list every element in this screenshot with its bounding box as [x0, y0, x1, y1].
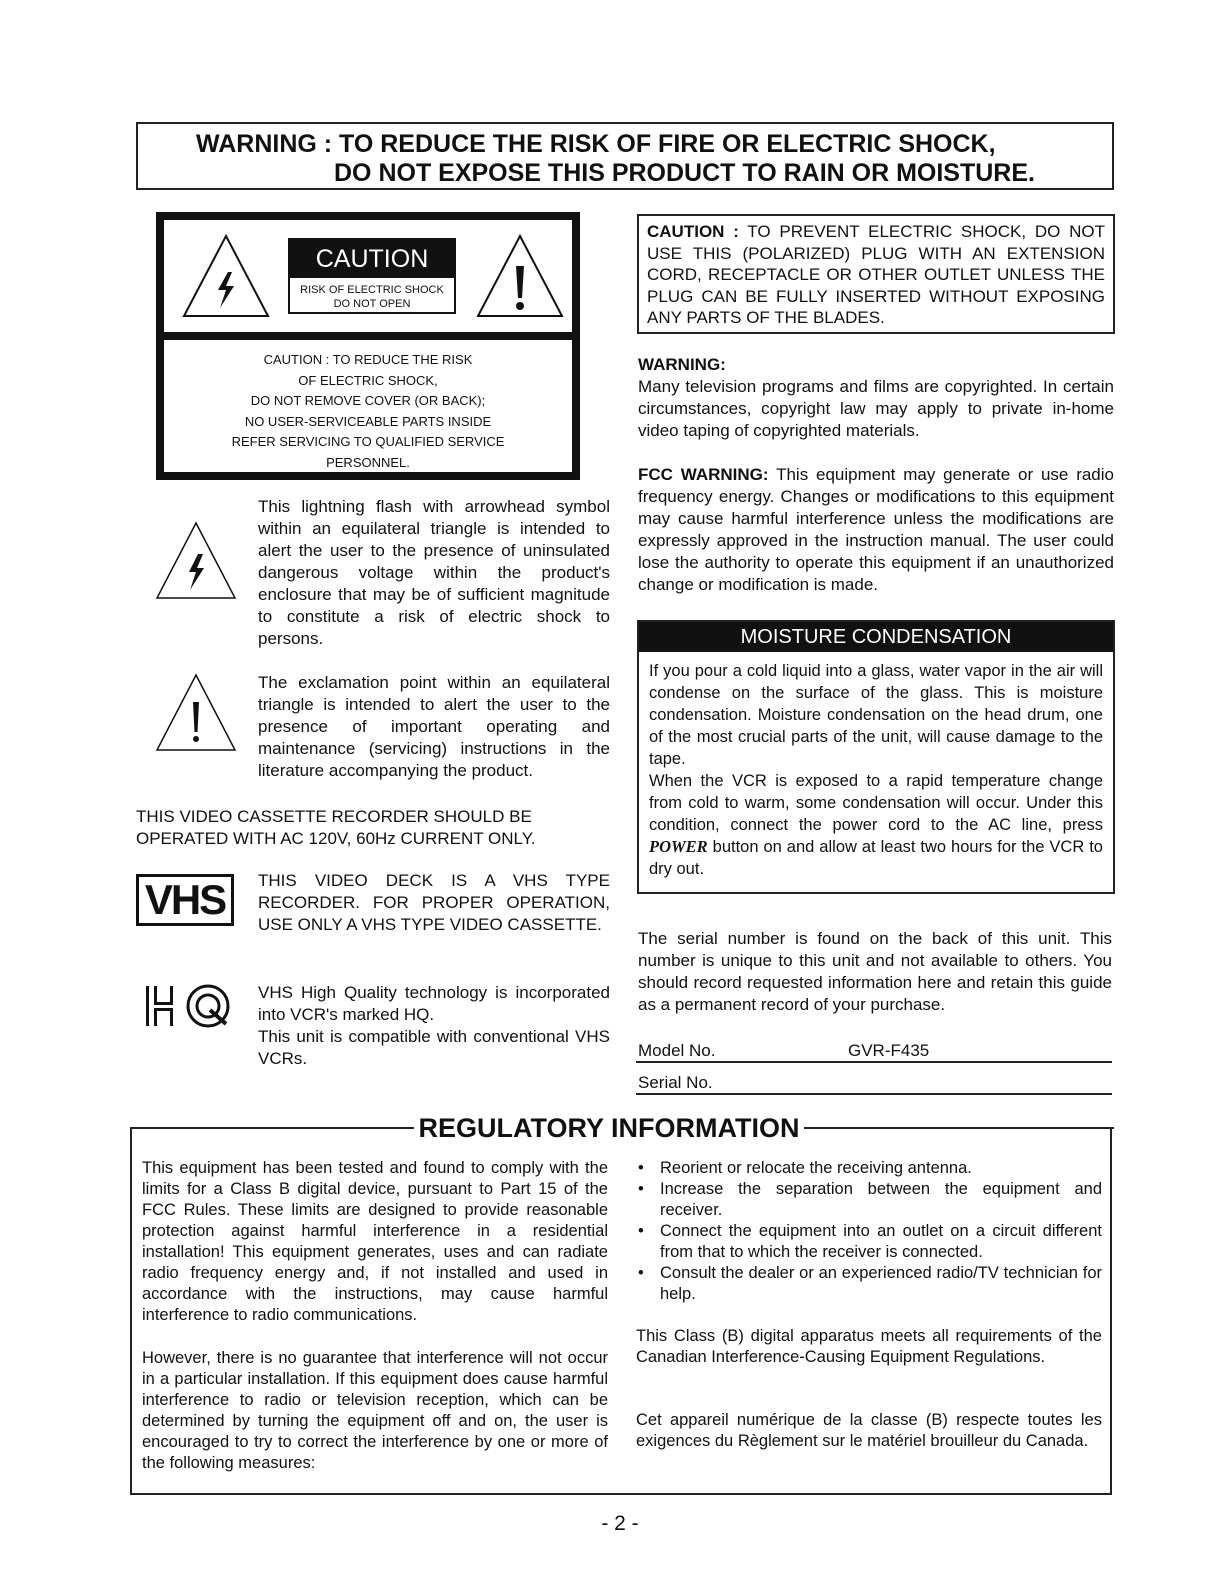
plug-caution-label: CAUTION : [647, 222, 739, 241]
caution-label-line: CAUTION : TO REDUCE THE RISK [263, 352, 473, 367]
caution-label-divider [164, 332, 572, 340]
copyright-warning-text: Many television programs and films are copyrighted. In certain circumstances, copyright law may apply to private in-home video taping of copyrighted materials. [638, 377, 1114, 440]
power-requirement-note: THIS VIDEO CASSETTE RECORDER SHOULD BE OPERATED WITH AC 120V, 60Hz CURRENT ONLY. [136, 807, 536, 848]
vhs-text: THIS VIDEO DECK IS A VHS TYPE RECORDER. FOR PROPER OPERATION, USE ONLY A VHS TYPE VIDEO CASSETTE. [258, 871, 610, 934]
regulatory-title-rule-right [804, 1127, 1114, 1129]
hq-text [258, 982, 610, 1070]
exclamation-triangle-icon [474, 232, 566, 320]
model-number-label: Model No. [638, 1041, 716, 1060]
caution-label-line: REFER SERVICING TO QUALIFIED SERVICE [231, 434, 505, 449]
caution-banner-line1: RISK OF ELECTRIC SHOCK [300, 284, 444, 296]
moisture-condensation-box [637, 620, 1115, 894]
moisture-para2-before: When the VCR is exposed to a rapid temperature change from cold to warm, some condensation will occur. Under this condition, connect the power cord to the AC line, press [649, 772, 1103, 834]
caution-banner-title: CAUTION [290, 240, 454, 278]
caution-label-line: PERSONNEL. [326, 454, 410, 470]
power-word: POWER [649, 837, 708, 856]
hq-text-line2: This unit is compatible with conventional VHS VCRs. [258, 1027, 610, 1068]
caution-label-line: NO USER-SERVICEABLE PARTS INSIDE [244, 413, 492, 429]
model-number-underline [636, 1061, 1112, 1063]
vhs-logo-text: VHS [144, 876, 226, 923]
canada-compliance-french: Cet appareil numérique de la classe (B) respecte toutes les exigences du Règlement sur le matériel brouilleur du Canada. [636, 1411, 1102, 1450]
moisture-condensation-title: MOISTURE CONDENSATION [639, 622, 1113, 652]
top-warning-line1: WARNING : TO REDUCE THE RISK OF FIRE OR ELECTRIC SHOCK, [196, 130, 996, 158]
regulatory-title: REGULATORY INFORMATION [418, 1113, 800, 1143]
exclamation-triangle-icon [154, 672, 238, 752]
lightning-symbol-text: This lightning flash with arrowhead symbol within an equilateral triangle is intended to alert the user to the presence of uninsulated dangerous voltage within the product's enclosure that may be of sufficient magnitude to constitute a risk of electric shock to persons. [258, 497, 610, 648]
serial-number-label: Serial No. [638, 1073, 713, 1092]
plug-caution-text: TO PREVENT ELECTRIC SHOCK, DO NOT USE THIS (POLARIZED) PLUG WITH AN EXTENSION CORD, RECEPTACLE OR OTHER OUTLET UNLESS THE PLUG CAN BE FULLY INSERTED WITHOUT EXPOSING ANY PARTS OF THE BLADES. [647, 222, 1105, 327]
exclamation-symbol-text: The exclamation point within an equilateral triangle is intended to alert the user to the presence of important operating and maintenance (servicing) instructions in the literature accompanying the product. [258, 673, 610, 780]
caution-label-text [164, 350, 572, 473]
hq-text-line1: VHS High Quality technology is incorporated into VCR's marked HQ. [258, 983, 610, 1024]
lightning-triangle-icon [180, 232, 272, 320]
caution-label-line: OF ELECTRIC SHOCK, [298, 372, 438, 388]
moisture-para2 [649, 770, 1103, 880]
moisture-para2-after: button on and allow at least two hours for the VCR to dry out. [649, 838, 1103, 878]
vhs-logo [136, 874, 234, 926]
fcc-warning-text: This equipment may generate or use radio frequency energy. Changes or modifications to this equipment may cause harmful interference unless the modifications are expressly approved in the instruction manual. The user could lose the authority to operate this equipment if an unauthorized change or modification is made. [638, 465, 1114, 594]
caution-label-line: DO NOT REMOVE COVER (OR BACK); [250, 393, 486, 408]
regulatory-left-para2: However, there is no guarantee that interference will not occur in a particular installation. If this equipment does cause harmful interference to radio or television reception, which can be determined by turning the equipment off and on, the user is encouraged to try to correct the interference by one or more of the following measures: [142, 1349, 608, 1472]
list-item: • Connect the equipment into an outlet on a circuit different from that to which the receiver is connected. [636, 1221, 1102, 1263]
caution-label-header [164, 220, 572, 332]
moisture-condensation-text [649, 660, 1103, 880]
copyright-warning-heading: WARNING: [638, 355, 726, 374]
regulatory-left-para1: This equipment has been tested and found to comply with the limits for a Class B digital device, pursuant to Part 15 of the FCC Rules. These limits are designed to provide reasonable protection against harmful interference in a residential installation! This equipment generates, uses and can radiate radio frequency energy and, if not installed and used in accordance with the instructions, may cause harmful interference to radio communications. [142, 1159, 608, 1324]
caution-banner [288, 238, 456, 314]
serial-number-underline [636, 1093, 1112, 1095]
list-item: • Increase the separation between the equipment and receiver. [636, 1179, 1102, 1221]
serial-number-info: The serial number is found on the back of this unit. This number is unique to this unit and not available to others. You should record requested information here and retain this guide as a permanent record of your purchase. [638, 929, 1112, 1014]
hq-logo-icon [144, 982, 236, 1030]
plug-caution-box [637, 214, 1115, 334]
list-item: • Consult the dealer or an experienced radio/TV technician for help. [636, 1263, 1102, 1305]
regulatory-title-rule-left [130, 1127, 414, 1129]
fcc-warning [638, 464, 1114, 596]
caution-banner-line2: DO NOT OPEN [333, 298, 411, 310]
fcc-warning-label: FCC WARNING: [638, 465, 769, 484]
caution-label-box [156, 212, 580, 480]
page-number: - 2 - [601, 1512, 639, 1535]
top-warning-box [136, 122, 1114, 190]
regulatory-measures-list [636, 1158, 1102, 1305]
moisture-para1: If you pour a cold liquid into a glass, water vapor in the air will condense on the surface of the glass. This is moisture condensation. Moisture condensation on the head drum, one of the most crucial parts of the unit, will cause damage to the tape. [649, 662, 1103, 768]
canada-compliance-english: This Class (B) digital apparatus meets all requirements of the Canadian Interference-Causing Equipment Regulations. [636, 1327, 1102, 1366]
top-warning-line2: DO NOT EXPOSE THIS PRODUCT TO RAIN OR MOISTURE. [334, 159, 1035, 187]
lightning-triangle-icon [154, 520, 238, 600]
list-item: • Reorient or relocate the receiving antenna. [636, 1158, 1102, 1179]
model-number-value: GVR-F435 [848, 1041, 930, 1060]
